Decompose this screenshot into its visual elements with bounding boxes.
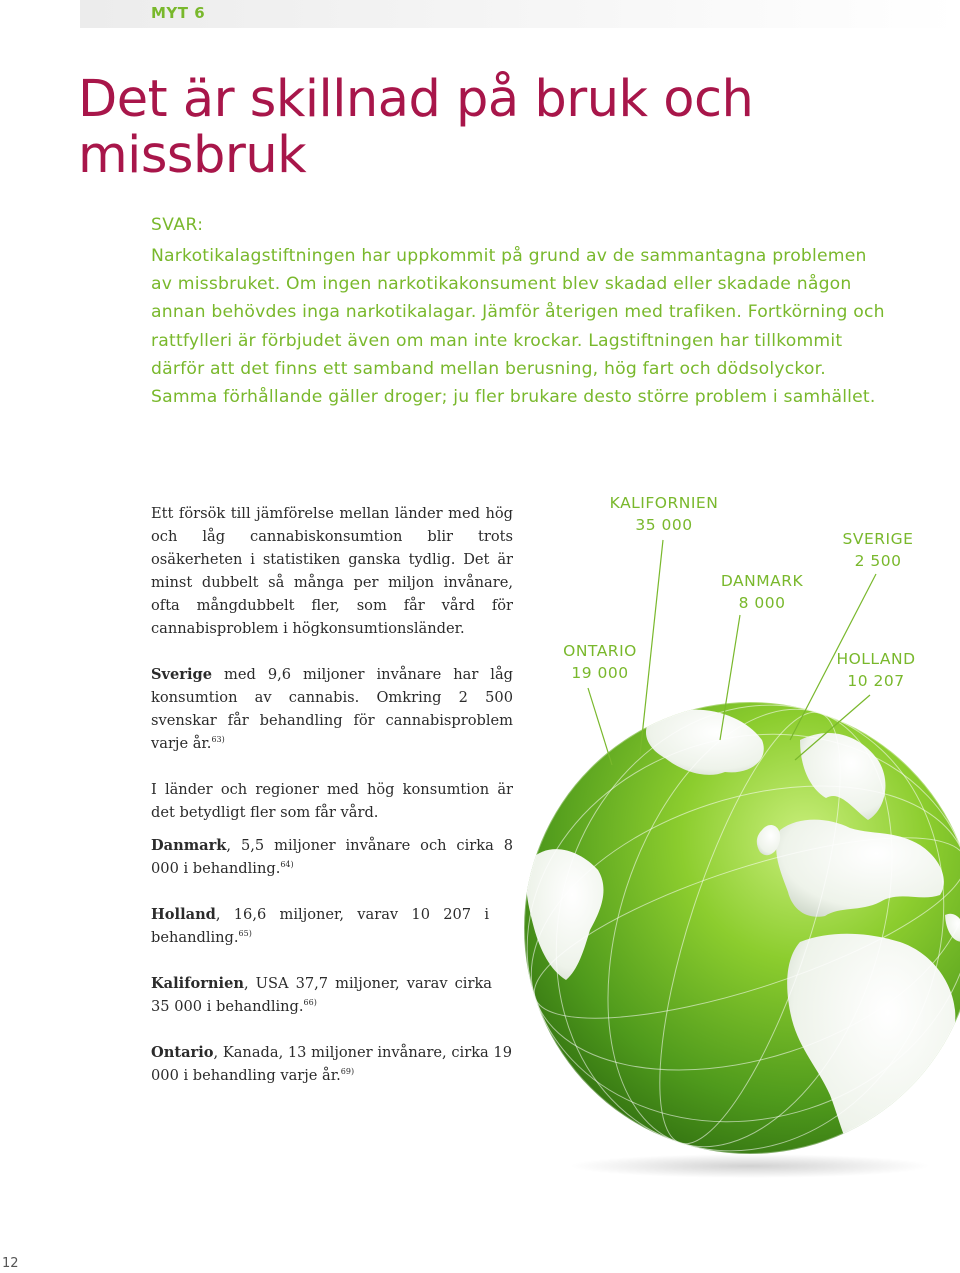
- ontario-name: Ontario: [151, 1044, 214, 1061]
- leader-line-ontario: [588, 688, 612, 765]
- region-value: 35 000: [635, 516, 693, 534]
- region-name: HOLLAND: [836, 650, 916, 668]
- kalifornien-ref: 66): [303, 998, 317, 1007]
- holland-ref: 65): [238, 929, 252, 938]
- danmark-ref: 64): [280, 860, 294, 869]
- section-tag: MYT 6: [151, 4, 206, 22]
- answer-text: Narkotikalagstiftningen har uppkommit på grund av de sammantagna problemen av missbruket. Om ingen narkotikakonsument blev skadad eller skadade någon annan behövdes inga narkotikalagar. Jämför återigen med trafiken. Fortkörning och rattfylleri är förbjudet även om man inte krockar. Lagstiftningen har tillkommit därför att det finns ett samband mellan berusning, hög fart och dödsolyckor. Samma förhållande gäller droger; ju fler brukare desto större problem i samhället.: [151, 246, 885, 408]
- region-name: SVERIGE: [842, 530, 914, 548]
- leader-line-holland: [795, 695, 870, 760]
- ontario-ref: 69): [340, 1067, 355, 1076]
- region-name: ONTARIO: [563, 642, 637, 660]
- region-value: 8 000: [738, 594, 786, 612]
- danmark-text: , 5,5 miljoner invånare och cirka 8 000 i behandling.: [151, 837, 513, 877]
- intro-paragraph: Ett försök till jämförelse mellan länder med hög och låg cannabiskonsumtion blir trots osäkerheten i statistiken ganska tydlig. Det är minst dubbelt så många per miljon invånare, ofta mångdubbelt fler, som får vård för cannabisproblem i högkonsumtionsländer.: [151, 505, 513, 637]
- region-value: 10 207: [847, 672, 905, 690]
- page-title: Det är skillnad på bruk och missbruk: [78, 70, 754, 185]
- sverige-ref: 63): [211, 735, 225, 744]
- high-consumption-paragraph: I länder och regioner med hög konsumtion är det betydligt fler som får vård.: [151, 781, 513, 821]
- answer-label: SVAR:: [151, 215, 204, 235]
- region-name: KALIFORNIEN: [609, 494, 719, 512]
- holland-name: Holland: [151, 906, 216, 923]
- region-name: DANMARK: [720, 572, 804, 590]
- page-number: 12: [2, 1256, 19, 1271]
- region-value: 19 000: [571, 664, 629, 682]
- region-value: 2 500: [854, 552, 902, 570]
- sverige-text: med 9,6 miljoner invånare har låg konsumtion av cannabis. Omkring 2 500 svenskar får behandling för cannabisproblem varje år.: [151, 666, 513, 752]
- leader-line-danmark: [720, 615, 740, 740]
- ontario-text: , Kanada, 13 miljoner invånare, cirka 19 000 i behandling varje år.: [151, 1044, 512, 1084]
- leader-line-sverige: [790, 574, 876, 740]
- sverige-name: Sverige: [151, 666, 213, 683]
- holland-text: , 16,6 miljoner, varav 10 207 i behandling.: [151, 906, 489, 946]
- danmark-name: Danmark: [151, 837, 227, 854]
- kalifornien-text: , USA 37,7 miljoner, varav cirka 35 000 i behandling.: [151, 975, 492, 1015]
- kalifornien-name: Kalifornien: [151, 975, 244, 992]
- leader-line-kalifornien: [640, 540, 663, 755]
